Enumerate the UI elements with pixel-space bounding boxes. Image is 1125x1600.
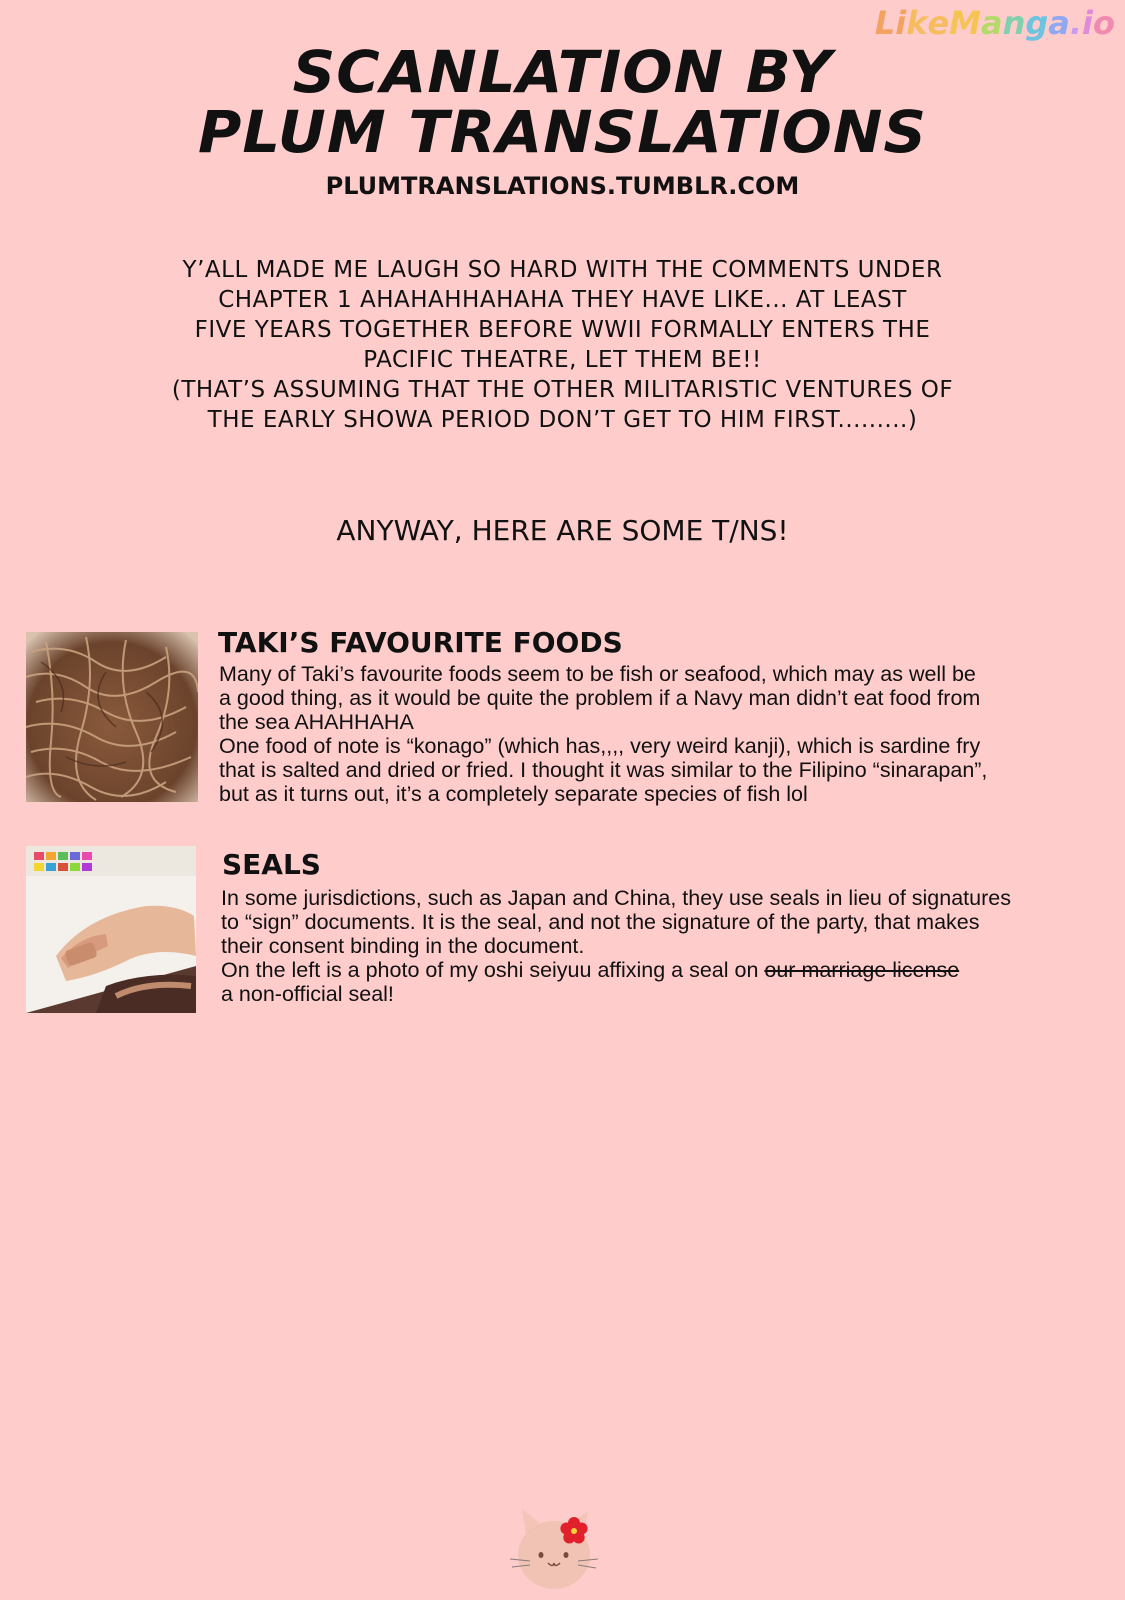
watermark-letter: i: [1082, 4, 1094, 42]
note-line: a non-official seal!: [221, 982, 394, 1006]
watermark-letter: M: [949, 4, 982, 42]
site-watermark: [875, 4, 1115, 42]
note-line: Many of Taki’s favourite foods seem to be fish or seafood, which may as well be: [219, 662, 976, 686]
konago-photo: [26, 632, 198, 802]
seal-photo: [26, 846, 196, 1013]
site-url: PLUMTRANSLATIONS.TUMBLR.COM: [325, 172, 800, 200]
plum-cat-logo: [508, 1505, 600, 1593]
watermark-letter: n: [1002, 4, 1026, 42]
note-line: that is salted and dried or fried. I thought it was similar to the Filipino “sinarapan”,: [219, 758, 988, 782]
comment-line: FIVE YEARS TOGETHER BEFORE WWII FORMALLY ENTERS THE: [194, 317, 931, 343]
note-line: One food of note is “konago” (which has,,,, very weird kanji), which is sardine fry: [219, 734, 981, 758]
watermark-letter: L: [874, 4, 896, 42]
comment-line: (THAT’S ASSUMING THAT THE OTHER MILITARISTIC VENTURES OF: [171, 377, 954, 403]
watermark-letter: i: [895, 4, 907, 42]
tn-heading: ANYWAY, HERE ARE SOME T/NS!: [336, 514, 789, 547]
note-line: a good thing, as it would be quite the problem if a Navy man didn’t eat food from: [219, 686, 981, 710]
struck-text: our marriage license: [764, 958, 960, 982]
note-body-foods: [219, 662, 1109, 806]
comment-line: Y’ALL MADE ME LAUGH SO HARD WITH THE COMMENTS UNDER: [182, 257, 943, 283]
comment-line: CHAPTER 1 AHAHAHHAHAHA THEY HAVE LIKE... AT LEAST: [218, 287, 907, 313]
note-line: In some jurisdictions, such as Japan and China, they use seals in lieu of signatures: [221, 886, 1011, 910]
watermark-letter: .: [1069, 4, 1083, 42]
note-body-seals: [221, 886, 1111, 1006]
note-title-seals: SEALS: [222, 848, 321, 881]
note-line: their consent binding in the document.: [221, 934, 585, 958]
watermark-letter: k: [906, 4, 928, 42]
page-title: [0, 38, 1125, 166]
title-line-2: PLUM TRANSLATIONS: [197, 98, 928, 166]
note-line-prefix: On the left is a photo of my oshi seiyuu affixing a seal on: [221, 958, 765, 982]
note-line: the sea AHAHHAHA: [219, 710, 414, 734]
watermark-letter: a: [981, 4, 1003, 42]
note-line: [221, 958, 1111, 982]
watermark-letter: e: [927, 4, 950, 42]
translator-comment: [0, 255, 1125, 435]
note-line: but as it turns out, it’s a completely separate species of fish lol: [219, 782, 808, 806]
title-line-1: SCANLATION BY: [292, 38, 833, 106]
watermark-letter: o: [1093, 4, 1115, 42]
comment-line: THE EARLY SHOWA PERIOD DON’T GET TO HIM FIRST.........): [207, 407, 918, 433]
watermark-letter: a: [1048, 4, 1070, 42]
note-line: to “sign” documents. It is the seal, and not the signature of the party, that makes: [221, 910, 980, 934]
comment-line: PACIFIC THEATRE, LET THEM BE!!: [363, 347, 762, 373]
watermark-letter: g: [1025, 4, 1049, 42]
note-title-foods: TAKI’S FAVOURITE FOODS: [218, 626, 623, 659]
